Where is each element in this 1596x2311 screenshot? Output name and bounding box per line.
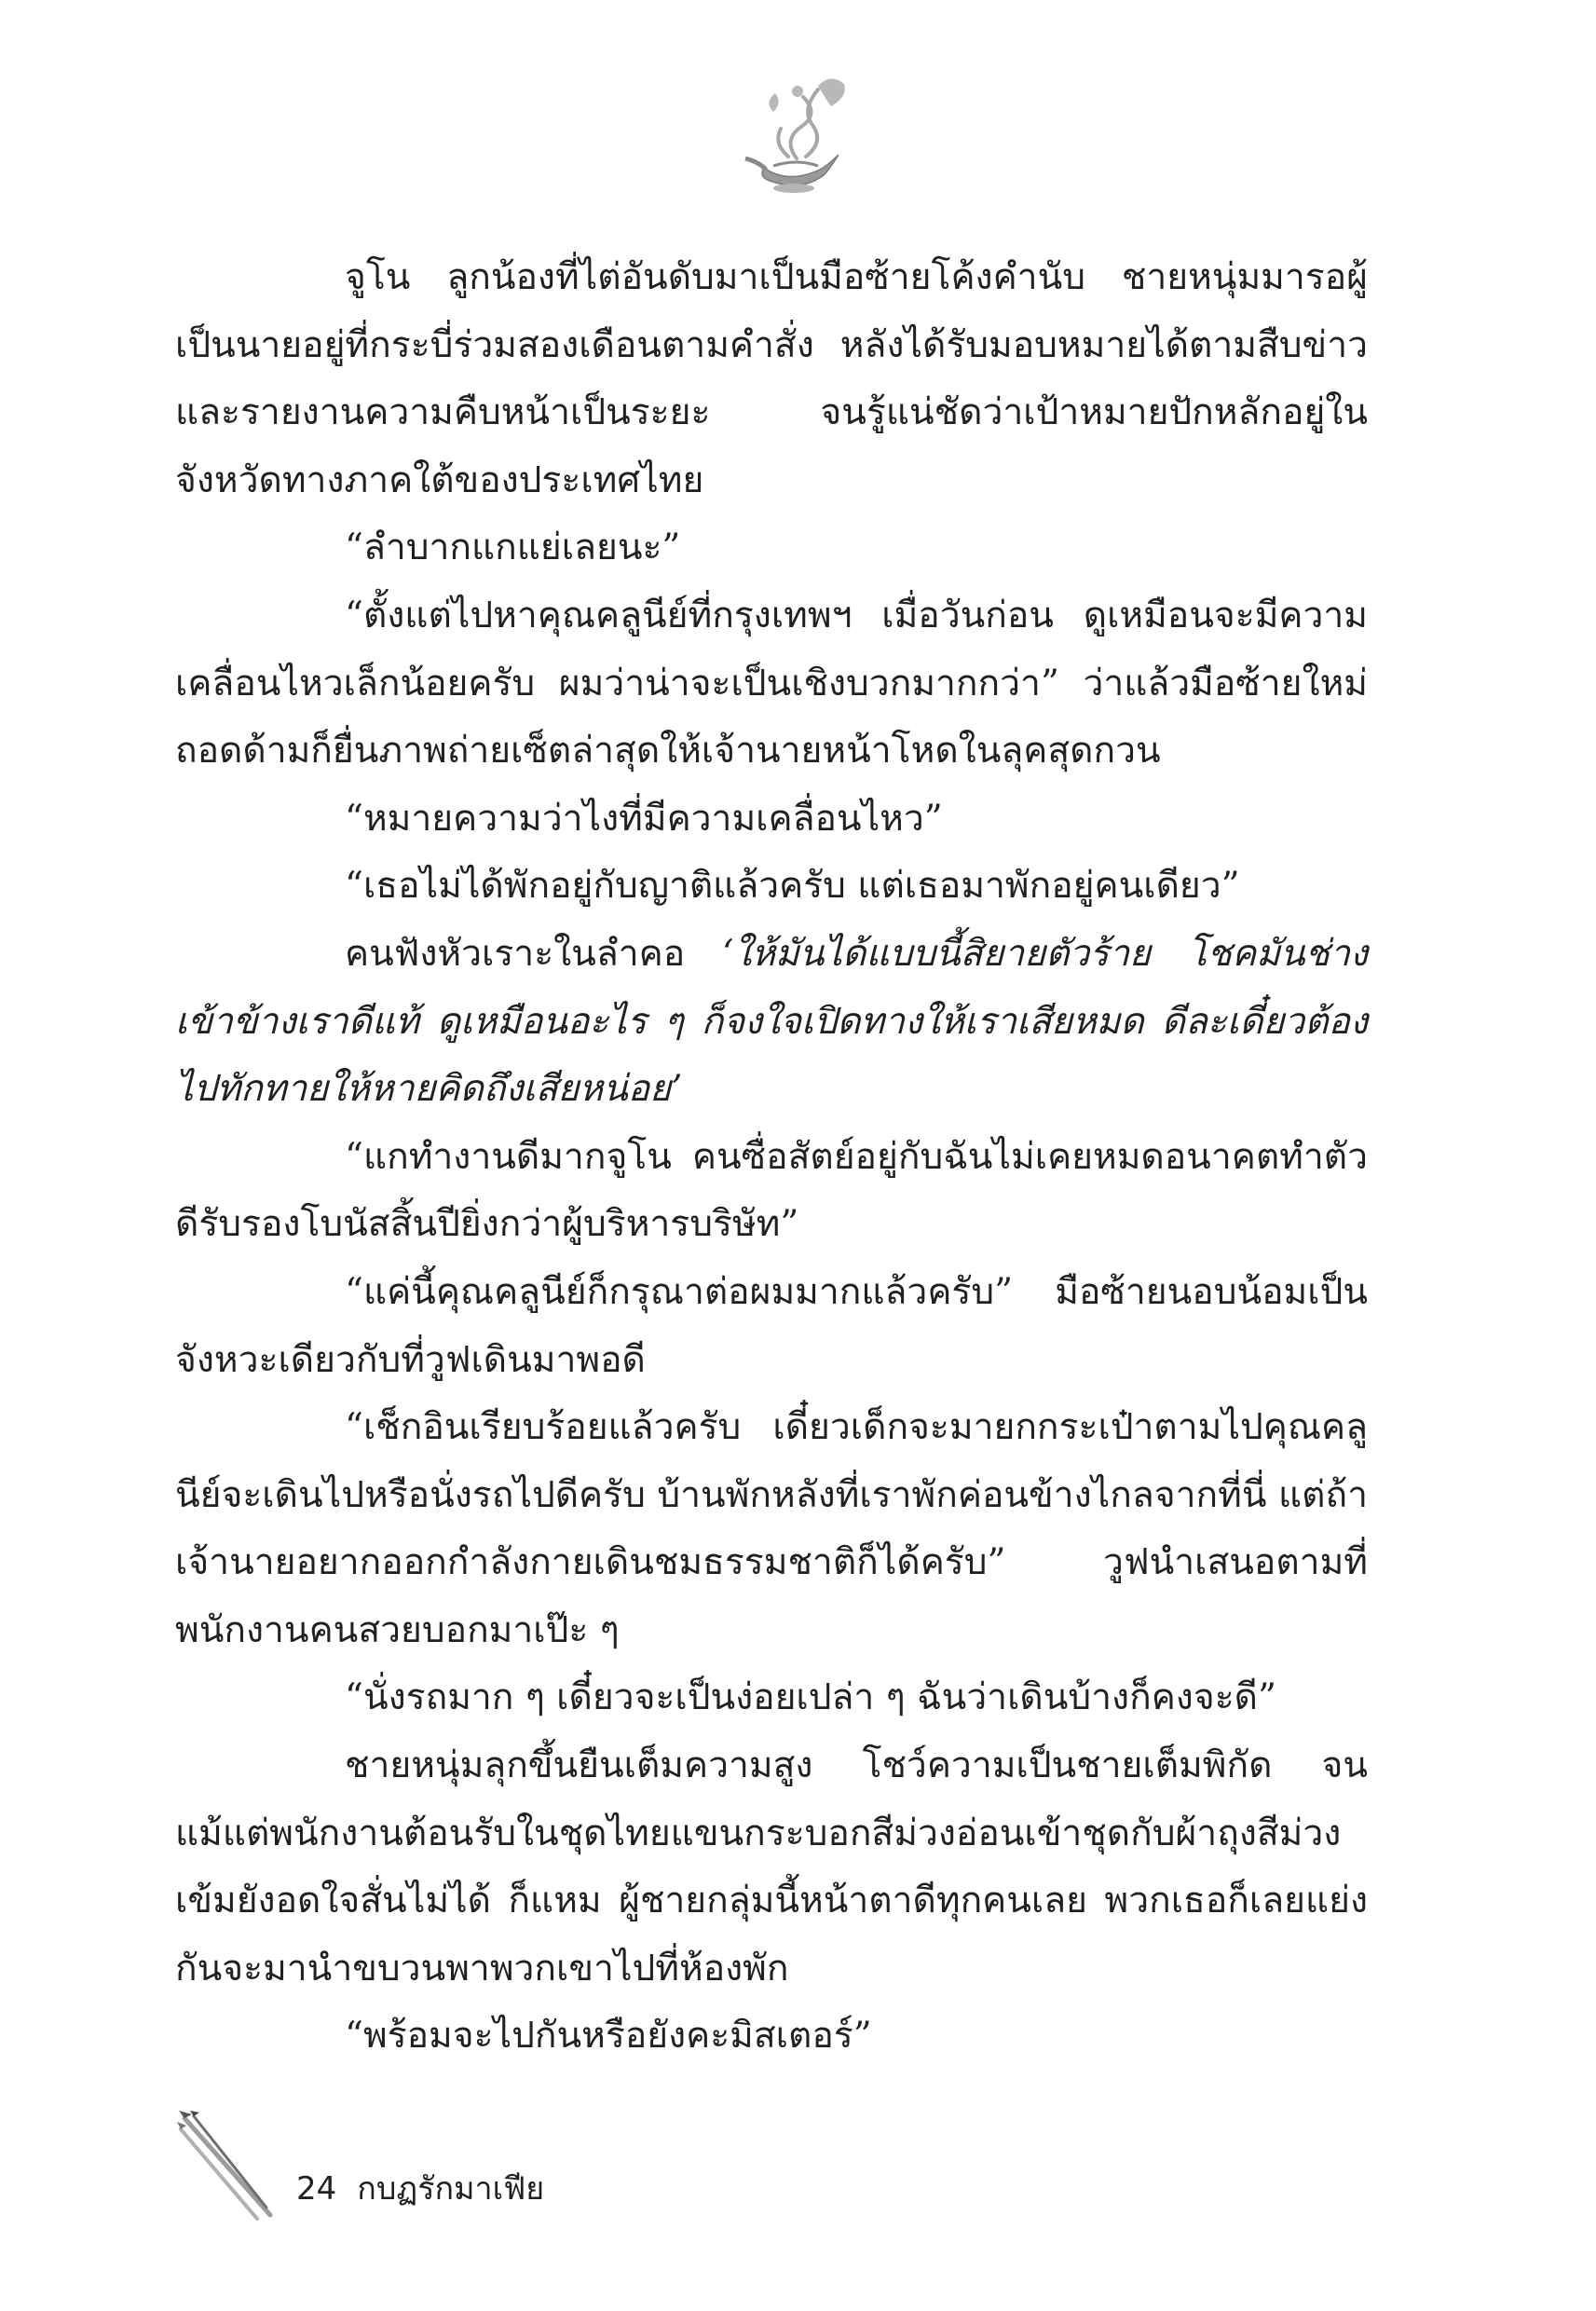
book-title: กบฏรักมาเฟีย: [357, 2170, 545, 2208]
paragraph: “พร้อมจะไปกันหรือยังคะมิสเตอร์”: [345, 2015, 872, 2058]
paragraph: “เธอไม่ได้พักอยู่กับญาติแล้วครับ แต่เธอมาพักอยู่คนเดียว”: [345, 865, 1240, 908]
italic-thought: ‘ให้มันได้แบบนี้สิยายตัวร้าย โชคมันช่างเข้าข้างเราดีแท้ ดูเหมือนอะไร ๆ ก็จงใจเปิดทางให้เราเสียหมด ดีละเดี๋ยวต้องไปทักทายให้หายคิดถึงเสียหน่อย’: [175, 932, 1369, 1111]
paragraph: “แกทำงานดีมากจูโน คนซื่อสัตย์อยู่กับฉันไม่เคยหมดอนาคตทำตัวดีรับรองโบนัสสิ้นปียิ่งกว่าผู้บริหารบริษัท”: [175, 1135, 1368, 1246]
paragraph: “ลำบากแกแย่เลยนะ”: [345, 526, 681, 569]
paragraph: คนฟังหัวเราะในลำคอ ‘ให้มันได้แบบนี้สิยายตัวร้าย โชคมันช่างเข้าข้างเราดีแท้ ดูเหมือนอะไร ๆ ก็จงใจเปิดทางให้เราเสียหมด ดีละเดี๋ยวต้องไปทักทายให้หายคิดถึงเสียหน่อย’: [175, 932, 1369, 1111]
paragraph: “เช็กอินเรียบร้อยแล้วครับ เดี๋ยวเด็กจะมายกกระเป๋าตามไปคุณคลูนีย์จะเดินไปหรือนั่งรถไปดีครับ บ้านพักหลังที่เราพักค่อนข้างไกลจากที่นี่ แต่ถ้าเจ้านายอยากออกกำลังกายเดินชมธรรมชาติก็ได้ครับ” วูฟนำเสนอตามที่พนักงานคนสวยบอกมาเป๊ะ ๆ: [175, 1406, 1368, 1651]
body-text: [175, 244, 1368, 2071]
paragraph: “แค่นี้คุณคลูนีย์ก็กรุณาต่อผมมากแล้วครับ” มือซ้ายนอบน้อมเป็นจังหวะเดียวกับที่วูฟเดินมาพอดี: [175, 1270, 1368, 1381]
paragraph: “นั่งรถมาก ๆ เดี๋ยวจะเป็นง่อยเปล่า ๆ ฉันว่าเดินบ้างก็คงจะดี”: [345, 1676, 1276, 1719]
paragraph: “ตั้งแต่ไปหาคุณคลูนีย์ที่กรุงเทพฯ เมื่อวันก่อน ดูเหมือนจะมีความเคลื่อนไหวเล็กน้อยครับ ผมว่าน่าจะเป็นเชิงบวกมากกว่า” ว่าแล้วมือซ้ายใหม่ถอดด้ามก็ยื่นภาพถ่ายเซ็ตล่าสุดให้เจ้านายหน้าโหดในลุคสุดกวน: [175, 594, 1368, 773]
paragraph: “หมายความว่าไงที่มีความเคลื่อนไหว”: [345, 797, 943, 840]
paragraph: จูโน ลูกน้องที่ไต่อันดับมาเป็นมือซ้ายโค้งคำนับ ชายหนุ่มมารอผู้เป็นนายอยู่ที่กระบี่ร่วมสองเดือนตามคำสั่ง หลังได้รับมอบหมายได้ตามสืบข่าวและรายงานความคืบหน้าเป็นระยะ จนรู้แน่ชัดว่าเป้าหมายปักหลักอยู่ในจังหวัดทางภาคใต้ของประเทศไทย: [175, 256, 1368, 501]
page-number: 24: [296, 2170, 337, 2208]
lamp-with-genie-smoke-icon: [708, 65, 866, 205]
folio: [296, 2163, 544, 2213]
paintbrush-icon: [177, 2111, 280, 2222]
paragraph: ชายหนุ่มลุกขึ้นยืนเต็มความสูง โชว์ความเป็นชายเต็มพิกัด จนแม้แต่พนักงานต้อนรับในชุดไทยแขนกระบอกสีม่วงอ่อนเข้าชุดกับผ้าถุงสีม่วงเข้มยังอดใจสั่นไม่ได้ ก็แหม ผู้ชายกลุ่มนี้หน้าตาดีทุกคนเลย พวกเธอก็เลยแย่งกันจะมานำขบวนพาพวกเขาไปที่ห้องพัก: [175, 1744, 1368, 1990]
page-footer: [177, 2111, 736, 2222]
